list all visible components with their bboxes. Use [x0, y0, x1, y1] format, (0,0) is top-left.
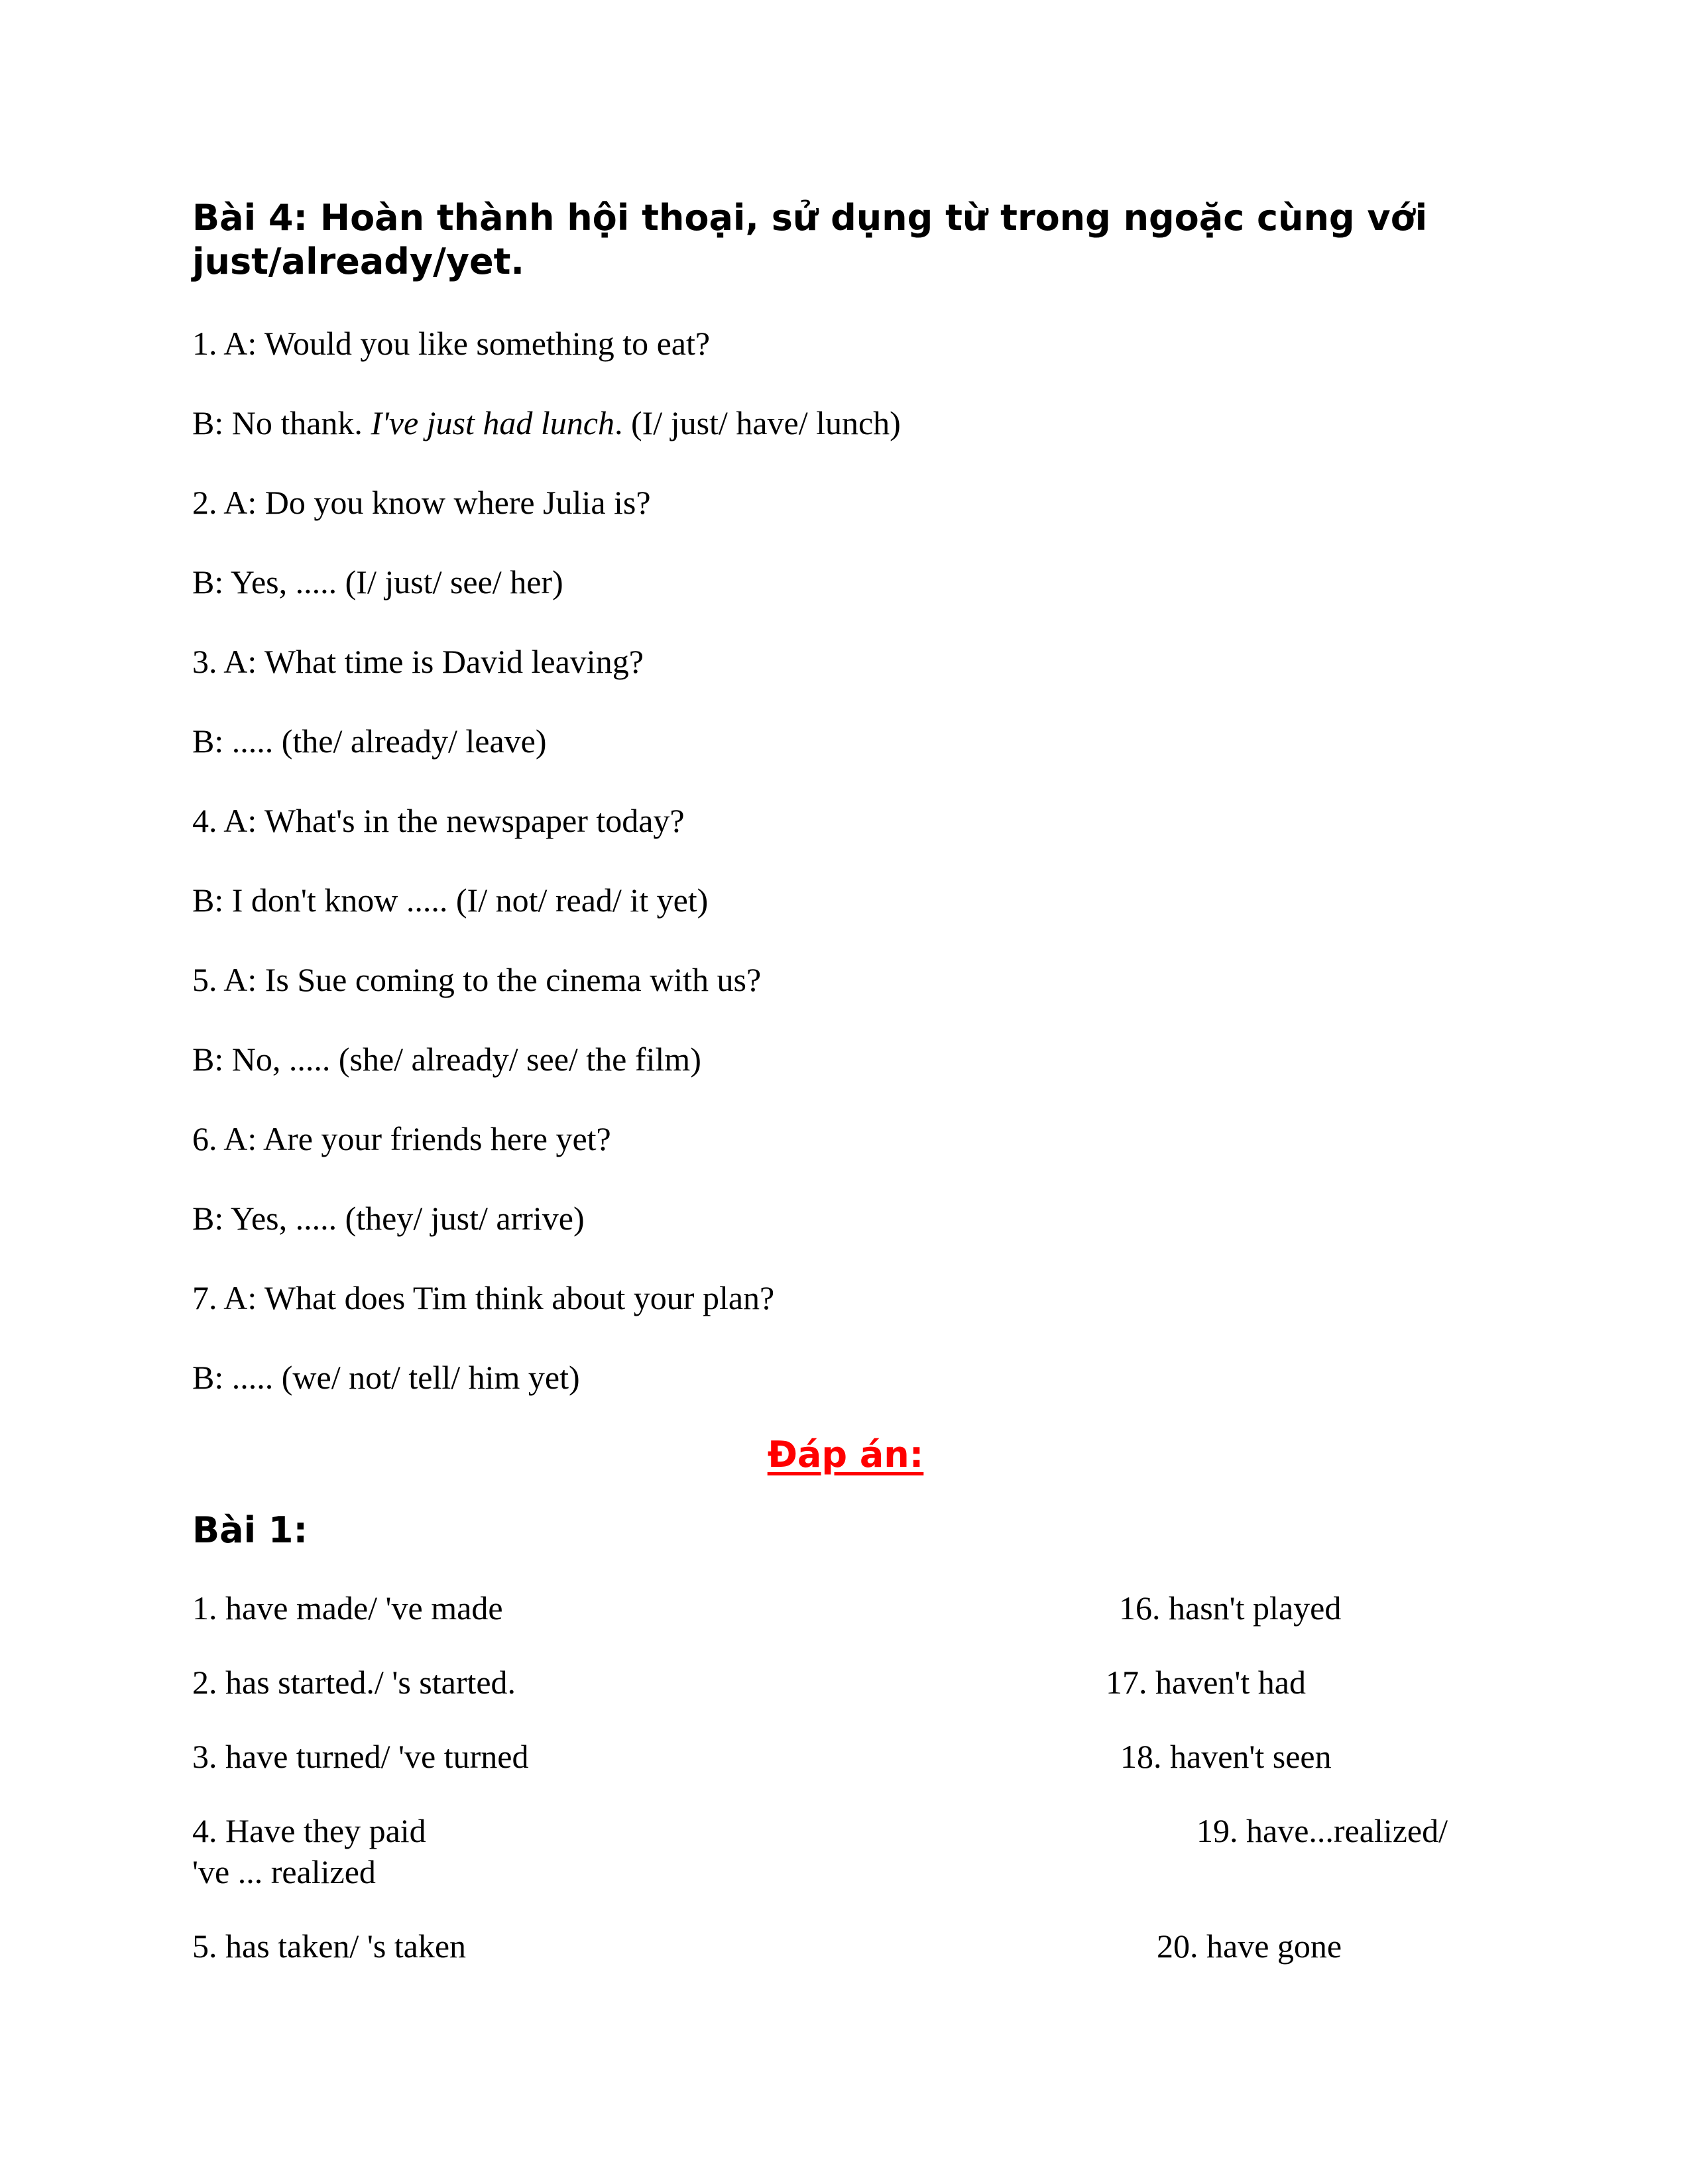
- answer-left-1: 1. have made/ 've made: [192, 1589, 503, 1627]
- answer-right-17: 17. haven't had: [1106, 1664, 1306, 1701]
- answer-1: [192, 403, 901, 443]
- answer-2: B: Yes, ..... (I/ just/ see/ her): [192, 563, 563, 601]
- question-4: 4. A: What's in the newspaper today?: [192, 802, 685, 839]
- question-2: 2. A: Do you know where Julia is?: [192, 484, 651, 521]
- answer-left-5: 5. has taken/ 's taken: [192, 1927, 467, 1965]
- answer-left-2: 2. has started./ 's started.: [192, 1664, 516, 1701]
- question-5: 5. A: Is Sue coming to the cinema with us?: [192, 961, 762, 998]
- exercise-heading-line-2: just/already/yet.: [192, 241, 525, 282]
- answer-right-19: 19. have...realized/: [1196, 1812, 1448, 1849]
- answers-title: Đáp án:: [767, 1434, 924, 1475]
- answer-5: B: No, ..... (she/ already/ see/ the film): [192, 1041, 701, 1078]
- answer-6: B: Yes, ..... (they/ just/ arrive): [192, 1200, 585, 1237]
- question-6: 6. A: Are your friends here yet?: [192, 1120, 611, 1157]
- question-7: 7. A: What does Tim think about your plan?: [192, 1279, 775, 1316]
- answer-left-4: 4. Have they paid: [192, 1812, 426, 1849]
- answer-left-3: 3. have turned/ 've turned: [192, 1738, 529, 1775]
- answer-3: B: ..... (the/ already/ leave): [192, 722, 547, 760]
- answer-4: B: I don't know ..... (I/ not/ read/ it yet): [192, 882, 709, 919]
- question-3: 3. A: What time is David leaving?: [192, 643, 644, 680]
- answer-right-19-continuation: 've ... realized: [192, 1853, 376, 1890]
- answer-1-suffix: . (I/ just/ have/ lunch): [614, 404, 901, 441]
- answer-right-20: 20. have gone: [1157, 1927, 1342, 1965]
- answer-right-16: 16. hasn't played: [1119, 1589, 1342, 1627]
- exercise-heading: [192, 196, 1518, 284]
- answers-section-title: Bài 1:: [192, 1509, 308, 1551]
- exercise-heading-line-1: Bài 4: Hoàn thành hội thoại, sử dụng từ trong ngoặc cùng với: [192, 197, 1428, 239]
- answer-1-example: I've just had lunch: [371, 404, 614, 441]
- answer-7: B: ..... (we/ not/ tell/ him yet): [192, 1359, 580, 1396]
- question-1: 1. A: Would you like something to eat?: [192, 325, 711, 362]
- answer-1-prefix: B: No thank.: [192, 404, 371, 441]
- answer-right-18: 18. haven't seen: [1120, 1738, 1332, 1775]
